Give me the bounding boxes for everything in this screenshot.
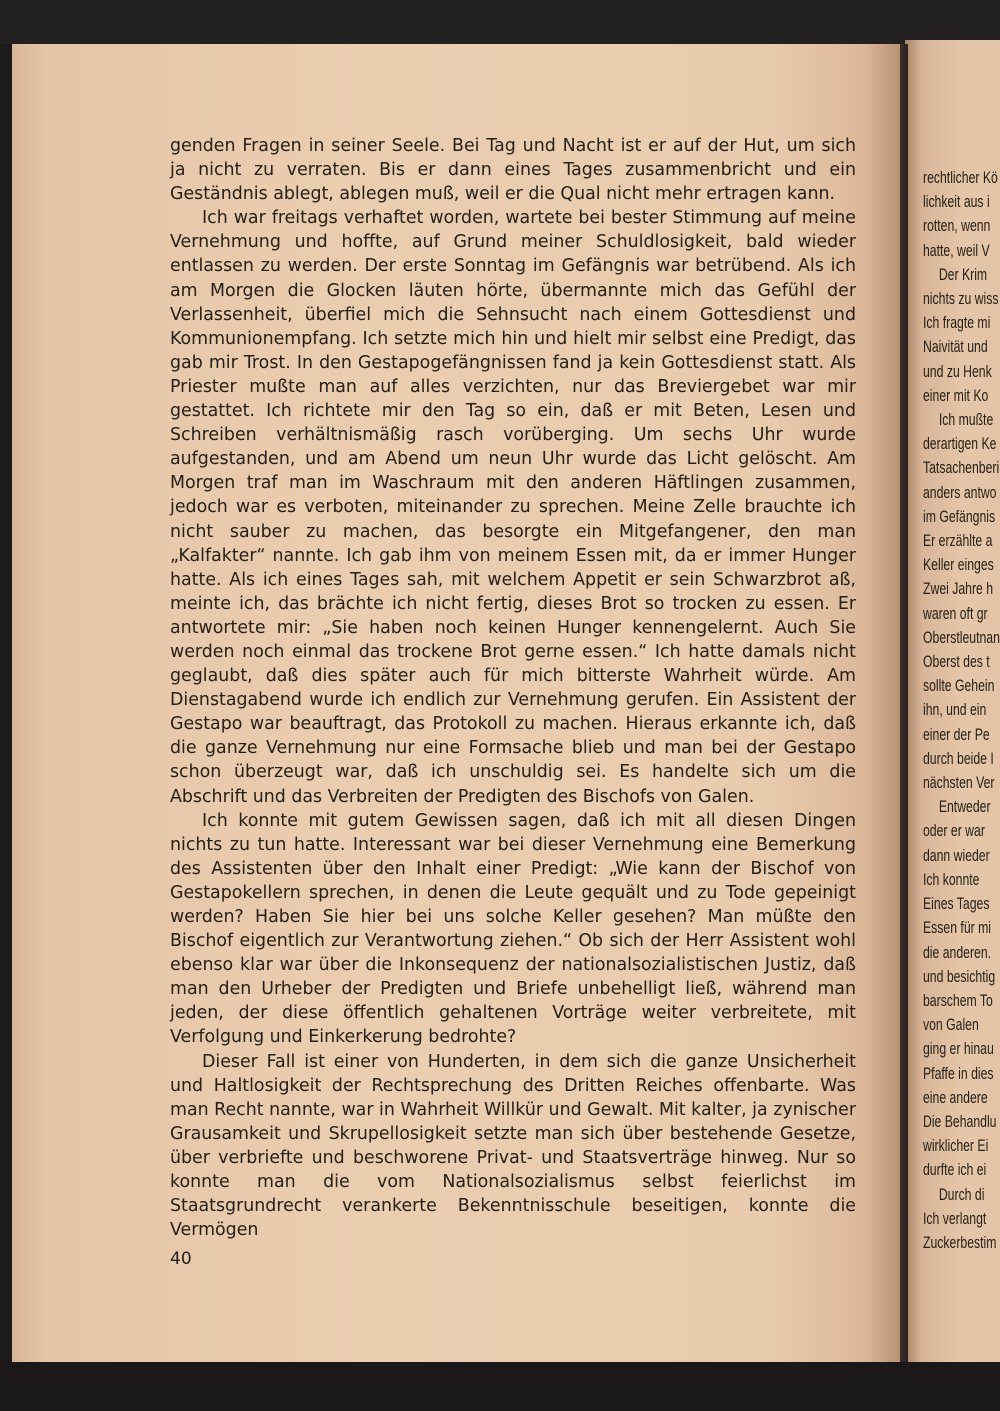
facing-page-line: die anderen. [923, 942, 992, 962]
paragraph: Ich konnte mit gutem Gewissen sagen, daß ich mit all diesen Dingen nichts zu tun hatte. Interessant war bei dieser Vernehmung eine Bemerkung des Assistenten über den Inhalt einer Predigt: „Wie kann der Bischof von Gestapokellern sprechen, in denen die Leute gequält und zu Tode gepeinigt werden? Haben Sie hier bei uns solche Keller gesehen? Man müßte den Bischof eigentlich zur Verantwortung ziehen.“ Ob sich der Herr Assistent wohl ebenso klar war über die Inkonsequenz der nationalsozialistischen Justiz, daß man den Urheber der Predigten und Briefe unbehelligt ließ, während man jeden, der diese öffentlich gehaltenen Vorträge weiter verbreitete, mit Verfolgung und Einkerkerung bedrohte? [170, 810, 856, 1048]
facing-page-line: derartigen Ke [923, 434, 997, 454]
facing-page-line: rechtlicher Kö [923, 168, 998, 187]
facing-page-line: Tatsachenberi [923, 458, 1000, 478]
facing-page-line: Ich fragte mi [923, 313, 991, 333]
facing-page-line: Durch di [938, 1184, 985, 1204]
facing-page-line: Naivität und [923, 337, 988, 357]
facing-page-line: Pfaffe in dies [923, 1063, 994, 1083]
facing-page-line: Oberst des t [923, 652, 990, 672]
facing-page-line: ging er hinau [923, 1039, 994, 1059]
facing-page-line: Eines Tages [923, 894, 990, 914]
facing-page-line: Keller einges [923, 555, 994, 575]
facing-page-line: sollte Gehein [923, 676, 995, 696]
facing-page-text [923, 166, 1000, 1255]
facing-page-line: wirklicher Ei [923, 1136, 989, 1156]
facing-page-line: Ich verlangt [923, 1208, 987, 1228]
facing-page-line: und zu Henk [923, 361, 992, 381]
facing-page-line: dann wieder [923, 845, 990, 865]
facing-page-line: Oberstleutnan [923, 627, 1000, 647]
paragraph: Ich war freitags verhaftet worden, wartete bei bester Stimmung auf meine Vernehmung und hoffte, auf Grund meiner Schuldlosigkeit, bald wieder entlassen zu werden. Der erste Sonntag im Gefängnis war betrübend. Als ich am Morgen die Glocken läuten hörte, übermannte mich das Gefühl der Verlassenheit, überfiel mich die Sehnsucht nach einem Gottesdienst und Kommunionempfang. Ich setzte mich hin und hielt mir selbst eine Predigt, das gab mir Trost. In den Gestapogefängnissen fand ja kein Gottesdienst statt. Als Priester mußte man auf alles verzichten, nur das Breviergebet war mir gestattet. Ich richtete mir den Tag so ein, daß er mit Beten, Lesen und Schreiben verhältnismäßig rasch vorüberging. Um sechs Uhr wurde aufgestanden, und am Abend um neun Uhr wurde das Licht gelöscht. Am Morgen traf man im Waschraum mit den anderen Häftlingen zusammen, jedoch war es verboten, miteinander zu sprechen. Meine Zelle brauchte ich nicht sauber zu machen, das besorgte ein Mitgefangener, den man „Kalfakter“ nannte. Ich gab ihm von meinem Essen mit, da er immer Hunger hatte. Als ich eines Tages sah, mit welchem Appetit er sein Schwarzbrot aß, meinte ich, das brächte ich nicht fertig, dieses Brot so trocken zu essen. Er antwortete mir: „Sie haben noch keinen Hunger kennengelernt. Auch Sie werden noch einmal das trockene Brot gerne essen.“ Ich hatte damals nicht geglaubt, daß dies später auch für mich bitterste Wahrheit würde. Am Dienstagabend wurde ich endlich zur Vernehmung gerufen. Ein Assistent der Gestapo war beauftragt, das Protokoll zu machen. Hieraus erkannte ich, daß die ganze Vernehmung nur eine Formsache blieb und man bei der Gestapo schon überzeugt war, daß ich unschuldig sei. Es handelte sich um die Abschrift und das Verbreiten der Predigten des Bischofs von Galen. [170, 208, 856, 807]
facing-page-line: nichts zu wiss [923, 289, 999, 309]
facing-page-line: eine andere [923, 1087, 988, 1107]
facing-page-line: barschem To [923, 990, 993, 1010]
facing-page-line: und besichtig [923, 966, 996, 986]
facing-page-line: waren oft gr [923, 603, 988, 623]
facing-page-line: oder er war [923, 821, 985, 841]
paragraph: genden Fragen in seiner Seele. Bei Tag und Nacht ist er auf der Hut, um sich ja nicht zu verraten. Bis er dann eines Tages zusammenbricht und ein Geständnis ablegt, ablegen muß, weil er die Qual nicht mehr ertragen kann. [170, 136, 856, 205]
facing-page-line: von Galen [923, 1015, 979, 1035]
scanner-bottom-edge [0, 1361, 1000, 1411]
facing-page-line: Zuckerbestim [923, 1232, 997, 1252]
page-body [170, 134, 856, 1242]
scanner-top-edge [0, 0, 1000, 44]
facing-page-line: Ich konnte [923, 869, 980, 889]
facing-page-line: anders antwo [923, 482, 997, 502]
facing-page-line: nächsten Ver [923, 773, 995, 793]
facing-page-line: Ich mußte [938, 410, 994, 430]
facing-page-line: einer mit Ko [923, 385, 989, 405]
facing-page-line: durch beide I [923, 748, 994, 768]
facing-page-line: einer der Pe [923, 724, 990, 744]
facing-page-line: Der Krim [938, 264, 988, 284]
facing-page-line: durfte ich ei [923, 1160, 987, 1180]
facing-page-line: hatte, weil V [923, 240, 990, 260]
facing-page-line: rotten, wenn [923, 216, 991, 236]
facing-page [905, 40, 1000, 1362]
facing-page-line: Die Behandlu [923, 1111, 997, 1131]
facing-page-line: im Gefängnis [923, 506, 996, 526]
facing-page-line: Er erzählte a [923, 531, 993, 551]
facing-page-line: Essen für mi [923, 918, 992, 938]
facing-page-line: Zwei Jahre h [923, 579, 994, 599]
page-number: 40 [170, 1249, 192, 1269]
paragraph: Dieser Fall ist einer von Hunderten, in dem sich die ganze Unsicherheit und Haltlosigkeit der Rechtsprechung des Dritten Reiches offenbarte. Was man Recht nannte, war in Wahrheit Willkür und Gewalt. Mit kalter, ja zynischer Grausamkeit und Skrupellosigkeit setzte man sich über bestehende Gesetze, über verbriefte und beschworene Privat- und Staatsverträge hinweg. Nur so konnte man die vom Nationalsozialismus selbst feierlichst im Staatsgrundrecht verankerte Bekenntnisschule beseitigen, konnte die Vermögen [170, 1051, 856, 1241]
facing-page-line: Entweder [938, 797, 991, 817]
facing-page-line: ihn, und ein [923, 700, 987, 720]
facing-page-line: lichkeit aus i [923, 192, 990, 212]
